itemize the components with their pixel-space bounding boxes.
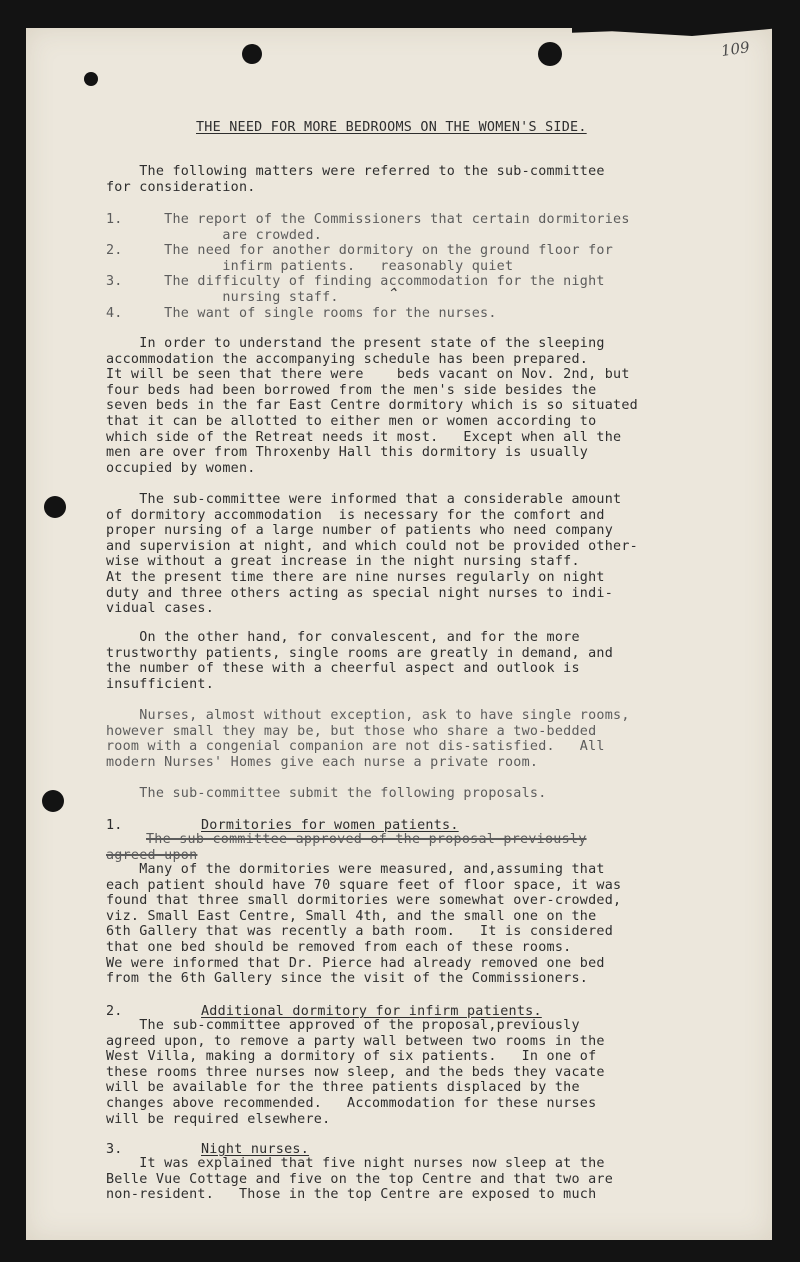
punch-hole	[84, 72, 98, 86]
struck-text: agreed upon	[106, 848, 198, 863]
paragraph-line: seven beds in the far East Centre dormitory which is so situated	[106, 398, 638, 414]
matter-line: 2. The need for another dormitory on the ground floor for	[106, 243, 614, 259]
section-number: 1.	[106, 818, 123, 833]
matter-line: nursing staff.	[106, 290, 339, 305]
section-number: 2.	[106, 1004, 123, 1019]
matter-line: 3. The difficulty of finding accommodation for the night	[106, 274, 605, 290]
paragraph-line: At the present time there are nine nurses regularly on night	[106, 570, 605, 585]
paragraph-line: however small they may be, but those who share a two-bedded	[106, 723, 597, 739]
section-line: each patient should have 70 square feet of floor space, it was	[106, 877, 622, 893]
paragraph-line: room with a congenial companion are not dis-satisfied. All	[106, 739, 605, 755]
handwritten-caret: ⌃	[386, 286, 398, 302]
paragraph-line: men are over from Throxenby Hall this dormitory is usually	[106, 445, 589, 461]
punch-hole	[44, 496, 66, 518]
torn-corner	[572, 28, 772, 36]
handwritten-page-number: 109	[719, 38, 751, 60]
section-line: viz. Small East Centre, Small 4th, and the small one on the	[106, 908, 597, 924]
section-line: agreed upon, to remove a party wall between two rooms in the	[106, 1033, 605, 1049]
matter-line: 1. The report of the Commissioners that certain dormitories	[106, 212, 630, 227]
document-page	[26, 28, 772, 1240]
paragraph-line: insufficient.	[106, 676, 215, 692]
punch-hole	[242, 44, 262, 64]
section-line: will be required elsewhere.	[106, 1111, 331, 1127]
section-number: 3.	[106, 1142, 123, 1157]
intro-line: The following matters were referred to the sub-committee	[106, 164, 605, 179]
matter-line: infirm patients. reasonably quiet	[106, 258, 514, 274]
section-line: these rooms three nurses now sleep, and the beds they vacate	[106, 1064, 605, 1080]
paragraph-line: modern Nurses' Homes give each nurse a private room.	[106, 754, 539, 770]
paragraph-line: It will be seen that there were beds vacant on Nov. 2nd, but	[106, 367, 630, 383]
paragraph-line: proper nursing of a large number of patients who need company	[106, 523, 614, 539]
section-line: from the 6th Gallery since the visit of the Commissioners.	[106, 971, 589, 987]
section-line: West Villa, making a dormitory of six patients. In one of	[106, 1049, 597, 1065]
paragraph-line: occupied by women.	[106, 460, 256, 476]
paragraph-line: the number of these with a cheerful aspect and outlook is	[106, 661, 580, 677]
paragraph-line: duty and three others acting as special night nurses to indi-	[106, 585, 614, 601]
section-line: non-resident. Those in the top Centre are exposed to much	[106, 1187, 597, 1203]
paragraph-line: trustworthy patients, single rooms are greatly in demand, and	[106, 645, 614, 661]
document-title: THE NEED FOR MORE BEDROOMS ON THE WOMEN'S SIDE.	[196, 120, 587, 135]
section-line: will be available for the three patients displaced by the	[106, 1080, 580, 1096]
section-line: The sub-committee approved of the proposal,previously	[106, 1018, 580, 1033]
section-line: 6th Gallery that was recently a bath room. It is considered	[106, 924, 614, 940]
matter-line: 4. The want of single rooms for the nurses.	[106, 305, 497, 321]
section-line: changes above recommended. Accommodation for these nurses	[106, 1096, 597, 1111]
paragraph-line: and supervision at night, and which could not be provided other-	[106, 538, 638, 554]
paragraph-line: which side of the Retreat needs it most. Except when all the	[106, 429, 622, 445]
intro-line: for consideration.	[106, 179, 256, 195]
paragraph-line: that it can be allotted to either men or women according to	[106, 414, 597, 429]
paragraph-line: wise without a great increase in the night nursing staff.	[106, 554, 580, 570]
section-line: It was explained that five night nurses now sleep at the	[106, 1156, 605, 1171]
section-line: We were informed that Dr. Pierce had already removed one bed	[106, 955, 605, 971]
paragraph-line: In order to understand the present state of the sleeping	[106, 336, 605, 351]
section-heading: Night nurses.	[201, 1142, 310, 1157]
paragraph-line: The sub-committee were informed that a considerable amount	[106, 492, 622, 507]
section-line: that one bed should be removed from each of these rooms.	[106, 940, 572, 955]
struck-text: The sub-committee approved of the proposal previously	[146, 832, 587, 847]
matter-line: are crowded.	[106, 227, 323, 243]
section-line: Belle Vue Cottage and five on the top Centre and that two are	[106, 1171, 614, 1187]
section-heading: Dormitories for women patients.	[201, 818, 459, 833]
section-heading: Additional dormitory for infirm patients.	[201, 1004, 542, 1019]
paragraph-line: On the other hand, for convalescent, and for the more	[106, 630, 580, 645]
proposals-intro: The sub-committee submit the following proposals.	[106, 786, 547, 801]
paragraph-line: of dormitory accommodation is necessary for the comfort and	[106, 507, 605, 523]
paragraph-line: vidual cases.	[106, 601, 215, 617]
punch-hole	[538, 42, 562, 66]
paragraph-line: accommodation the accompanying schedule has been prepared.	[106, 351, 589, 367]
section-line: found that three small dormitories were somewhat over-crowded,	[106, 893, 622, 909]
paragraph-line: Nurses, almost without exception, ask to have single rooms,	[106, 708, 630, 723]
paragraph-line: four beds had been borrowed from the men's side besides the	[106, 382, 597, 398]
section-line: Many of the dormitories were measured, and,assuming that	[106, 862, 605, 877]
punch-hole	[42, 790, 64, 812]
